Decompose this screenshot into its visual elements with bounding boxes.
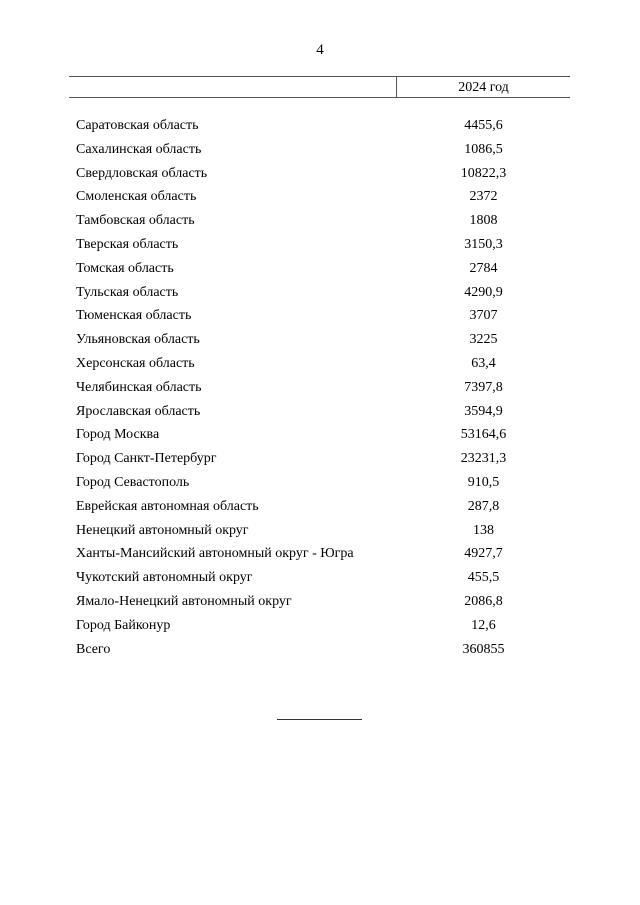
table-row xyxy=(0,352,640,376)
region-value: 4455,6 xyxy=(464,118,503,133)
table-row xyxy=(0,542,640,566)
region-value: 3707 xyxy=(469,308,498,324)
region-value: 2784 xyxy=(469,260,498,276)
region-name: Тюменская область xyxy=(76,308,192,324)
region-name: Город Байконур xyxy=(76,617,171,633)
table-body xyxy=(0,114,640,661)
page-number: 4 xyxy=(316,42,324,58)
region-name: Саратовская область xyxy=(76,118,199,133)
region-value: 53164,6 xyxy=(460,427,507,443)
table-row xyxy=(0,519,640,543)
table-header xyxy=(69,76,570,98)
region-value: 2372 xyxy=(469,189,498,205)
region-name: Томская область xyxy=(76,260,174,276)
region-name: Ямало-Ненецкий автономный округ xyxy=(76,593,292,609)
table-row xyxy=(0,138,640,162)
region-name: Еврейская автономная область xyxy=(76,498,259,514)
document-end-line xyxy=(277,719,362,720)
region-value: 4927,7 xyxy=(464,546,503,562)
region-value: 12,6 xyxy=(471,617,496,633)
table-row xyxy=(0,162,640,186)
table-row xyxy=(0,447,640,471)
region-value: 455,5 xyxy=(467,570,500,586)
table-row xyxy=(0,495,640,519)
region-name: Сахалинская область xyxy=(76,141,202,157)
region-name: Чукотский автономный округ xyxy=(76,570,253,586)
table-row xyxy=(0,590,640,614)
table-row xyxy=(0,209,640,233)
table-row xyxy=(0,233,640,257)
region-value: 3225 xyxy=(469,332,498,348)
region-value: 4290,9 xyxy=(464,284,503,300)
region-value: 63,4 xyxy=(471,355,496,371)
region-value: 3150,3 xyxy=(464,236,503,252)
region-value: 1808 xyxy=(469,213,498,229)
region-value: 23231,3 xyxy=(460,451,507,467)
region-name: Тамбовская область xyxy=(76,213,195,229)
region-name: Ярославская область xyxy=(76,403,201,419)
table-row xyxy=(0,376,640,400)
region-name: Свердловская область xyxy=(76,165,208,181)
table-row xyxy=(0,400,640,424)
region-name: Челябинская область xyxy=(76,379,202,395)
region-value: 287,8 xyxy=(467,498,500,514)
region-name: Город Севастополь xyxy=(76,474,190,490)
table-row xyxy=(0,423,640,447)
region-name: Ханты-Мансийский автономный округ - Югра xyxy=(76,546,354,562)
region-value: 2086,8 xyxy=(464,593,503,609)
region-name: Тульская область xyxy=(76,284,179,300)
year-column-header: 2024 год xyxy=(458,80,509,95)
region-name: Херсонская область xyxy=(76,355,195,371)
region-name: Смоленская область xyxy=(76,189,197,205)
table-row xyxy=(0,471,640,495)
region-value: 10822,3 xyxy=(460,165,507,181)
table-row xyxy=(0,281,640,305)
region-name: Ульяновская область xyxy=(76,332,200,348)
table-row xyxy=(0,566,640,590)
table-row xyxy=(0,257,640,281)
region-value: 138 xyxy=(473,522,494,538)
table-row xyxy=(0,638,640,662)
table-row xyxy=(0,328,640,352)
table-row xyxy=(0,114,640,138)
region-value: 910,5 xyxy=(467,474,500,490)
region-value: 360855 xyxy=(462,641,505,657)
region-name: Город Москва xyxy=(76,427,160,443)
region-value: 3594,9 xyxy=(464,403,503,419)
region-name: Ненецкий автономный округ xyxy=(76,522,249,538)
region-value: 7397,8 xyxy=(464,379,503,395)
region-name: Город Санкт-Петербург xyxy=(76,451,217,467)
region-name: Всего xyxy=(76,641,111,657)
table-row xyxy=(0,304,640,328)
table-row xyxy=(0,614,640,638)
region-name: Тверская область xyxy=(76,236,179,252)
table-row xyxy=(0,185,640,209)
region-value: 1086,5 xyxy=(464,141,503,157)
